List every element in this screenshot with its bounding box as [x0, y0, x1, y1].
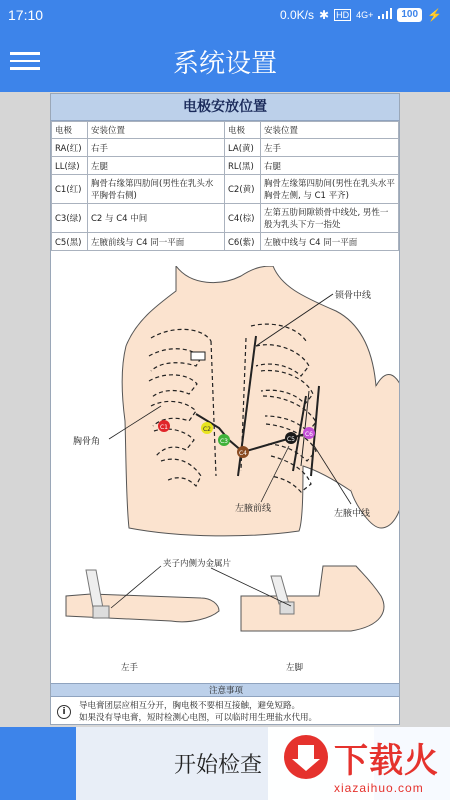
label-sternal-angle: 胸骨角 — [73, 437, 101, 447]
network-type: 4G+ — [356, 10, 374, 20]
note-line: 导电膏团层应相互分开，胸电极不要相互接触，避免短路。 — [79, 700, 301, 711]
watermark-text: 下载火 — [334, 741, 439, 781]
table-header: 安装位置 — [88, 122, 225, 139]
table-cell: RL(黑) — [225, 157, 261, 175]
table-header: 电极 — [52, 122, 88, 139]
status-bar — [0, 0, 450, 30]
hamburger-icon — [10, 52, 40, 55]
table-cell: 左腿 — [88, 157, 225, 175]
electrode-label: C5 — [286, 436, 296, 443]
hd-badge: HD — [336, 10, 350, 20]
table-cell: C2 与 C4 中间 — [88, 204, 225, 233]
notes-title: 注意事项 — [51, 683, 400, 697]
network-speed: 0.0K/s — [280, 8, 315, 22]
table-cell: C6(紫) — [225, 233, 261, 251]
table-cell: 左腋中线与 C4 同一平面 — [261, 233, 399, 251]
table-row — [52, 233, 399, 251]
label-left-foot: 左脚 — [286, 663, 304, 673]
table-cell: C2(黄) — [225, 175, 261, 204]
label-mid-axillary: 左腋中线 — [334, 509, 371, 519]
electrode-table — [51, 121, 399, 251]
start-check-button[interactable]: 开始检查 — [76, 727, 374, 800]
table-cell: LL(绿) — [52, 157, 88, 175]
table-row — [52, 139, 399, 157]
electrode-label: C1 — [159, 424, 169, 431]
watermark — [268, 727, 450, 800]
electrode-label: C6 — [304, 431, 314, 438]
table-header: 电极 — [225, 122, 261, 139]
electrode-label: C3 — [219, 438, 229, 445]
torso-outline — [122, 266, 377, 536]
table-cell: LA(黄) — [225, 139, 261, 157]
table-cell: 左第五肋间隙锁骨中线处, 男性一般为乳头下方一指处 — [261, 204, 399, 233]
page-title: 系统设置 — [172, 48, 277, 79]
status-time: 17:10 — [8, 7, 44, 23]
table-row — [52, 175, 399, 204]
table-cell: 右手 — [88, 139, 225, 157]
label-left-hand: 左手 — [121, 663, 139, 673]
status-icons — [280, 8, 442, 22]
table-cell: C4(棕) — [225, 204, 261, 233]
notes-body — [51, 697, 400, 725]
sternal-angle-mark — [191, 352, 205, 360]
battery-icon: 100 — [397, 8, 422, 22]
table-cell: C3(绿) — [52, 204, 88, 233]
table-cell: 胸骨右缘第四肋间(男性在乳头水平胸骨右侧) — [88, 175, 225, 204]
table-row — [52, 157, 399, 175]
table-cell: 右腿 — [261, 157, 399, 175]
electrode-label: C4 — [238, 450, 248, 457]
table-cell: C1(红) — [52, 175, 88, 204]
electrode-label: C2 — [202, 426, 212, 433]
charging-icon: ⚡ — [427, 8, 442, 22]
label-clavicle-midline: 锁骨中线 — [335, 291, 372, 301]
menu-button[interactable] — [6, 41, 52, 81]
watermark-url: xiazaihuo.com — [334, 781, 424, 795]
app-bar — [0, 30, 450, 92]
table-cell: RA(红) — [52, 139, 88, 157]
table-row — [52, 204, 399, 233]
electrode-guide-card — [50, 93, 400, 725]
table-cell: 胸骨左缘第四肋间(男性在乳头水平胸骨左侧, 与 C1 平齐) — [261, 175, 399, 204]
info-icon: i — [57, 705, 71, 719]
chest-illustration — [51, 266, 400, 684]
electrode-diagram — [51, 266, 400, 684]
hamburger-line — [10, 60, 40, 63]
note-line: 如果没有导电膏，短时检测心电图，可以临时用生理盐水代用。 — [79, 712, 318, 723]
table-header-row — [52, 122, 399, 139]
table-cell: 左腋前线与 C4 同一平面 — [88, 233, 225, 251]
table-cell: C5(黑) — [52, 233, 88, 251]
table-header: 安装位置 — [261, 122, 399, 139]
download-logo-icon — [284, 735, 328, 779]
label-clip-note: 夹子内侧为金属片 — [163, 559, 232, 569]
left-hand-illustration — [66, 558, 232, 673]
hamburger-line — [10, 67, 40, 70]
bluetooth-icon: ✱ — [319, 8, 330, 22]
table-cell: 左手 — [261, 139, 399, 157]
signal-icon — [378, 8, 392, 22]
card-title: 电极安放位置 — [51, 94, 399, 121]
left-foot-illustration — [211, 566, 384, 673]
label-anterior-axillary: 左腋前线 — [235, 504, 272, 514]
